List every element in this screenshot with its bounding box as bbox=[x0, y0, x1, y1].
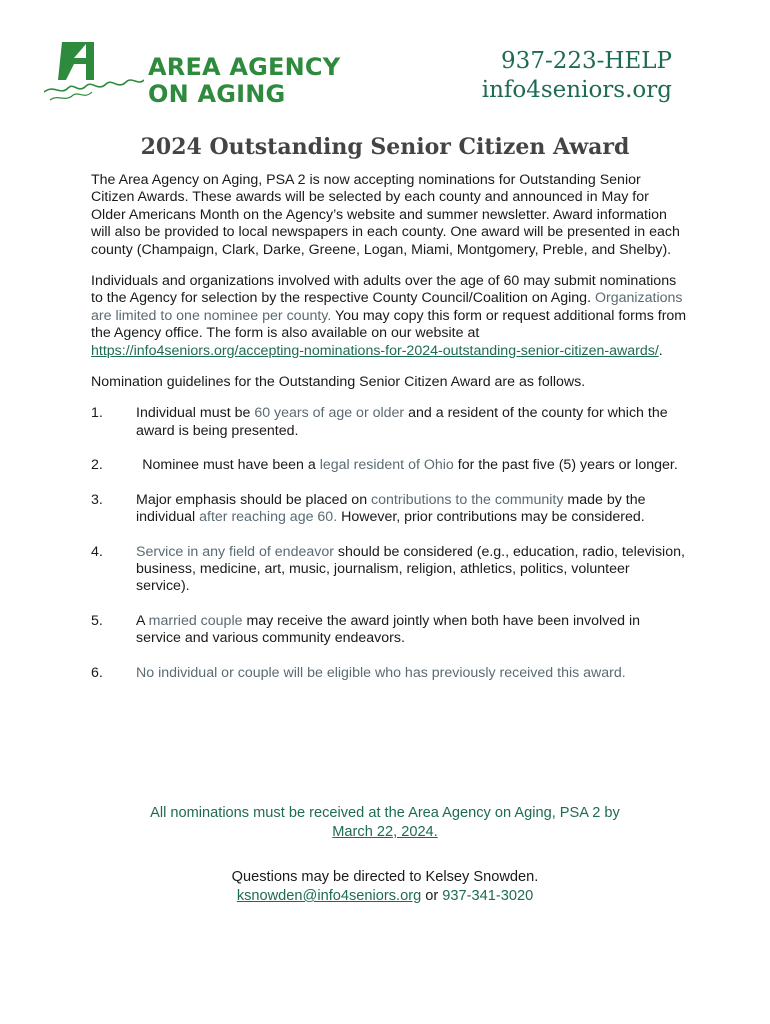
guideline-number: 1. bbox=[91, 405, 103, 422]
guideline-text-part: for the past five (5) years or longer. bbox=[457, 457, 678, 474]
guideline-item bbox=[91, 457, 687, 474]
para2-end: . bbox=[658, 342, 663, 359]
guideline-text bbox=[136, 405, 687, 440]
header-contact bbox=[482, 47, 672, 105]
para2-text-2: You may copy this form or request additional forms from the Agency office. The form is also available on our website at bbox=[91, 307, 687, 342]
contact-email-link[interactable]: ksnowden@info4seniors.org bbox=[236, 888, 422, 904]
guideline-highlight: legal resident of Ohio bbox=[319, 457, 454, 474]
para2-highlight: Organizations are limited to one nominee per county. bbox=[91, 290, 683, 324]
deadline-date: March 22, 2024. bbox=[332, 824, 438, 840]
guideline-text-part: However, prior contributions may be considered. bbox=[337, 509, 645, 526]
guideline-number: 6. bbox=[91, 664, 103, 681]
guideline-item bbox=[91, 405, 687, 440]
contact-line bbox=[0, 887, 770, 906]
logo-line-2: ON AGING bbox=[148, 80, 286, 108]
questions-text: Questions may be directed to Kelsey Snowden. bbox=[231, 869, 539, 885]
deadline-date-wrap bbox=[0, 823, 770, 842]
page-title: 2024 Outstanding Senior Citizen Award bbox=[140, 134, 630, 160]
guideline-text bbox=[136, 613, 687, 648]
document-body bbox=[91, 172, 687, 699]
header-website[interactable]: info4seniors.org bbox=[481, 77, 672, 103]
guideline-number: 4. bbox=[91, 543, 103, 560]
guideline-text-part: Nominee must have been a bbox=[142, 457, 316, 474]
guideline-text-part: may receive the award jointly when both have been involved in service and various community endeavors. bbox=[136, 612, 640, 647]
guideline-text-part: Major emphasis should be placed on bbox=[136, 491, 368, 508]
guideline-highlight: Service in any field of endeavor bbox=[136, 543, 334, 560]
guideline-number: 2. bbox=[91, 457, 103, 474]
guideline-item bbox=[91, 492, 687, 527]
contact-phone[interactable]: 937-341-3020 bbox=[442, 888, 534, 904]
letterhead bbox=[0, 0, 770, 130]
guideline-text-part: should be considered (e.g., education, radio, television, business, medicine, art, music, journalism, religion, athletics, politics, volunteer service). bbox=[136, 543, 685, 595]
contact-or: or bbox=[425, 888, 439, 904]
guideline-text-part: Individual must be bbox=[136, 405, 251, 422]
agency-logo-text bbox=[148, 54, 340, 108]
guideline-highlight: 60 years of age or older bbox=[254, 405, 405, 422]
guideline-number: 5. bbox=[91, 612, 103, 629]
para2-text-1: Individuals and organizations involved with adults over the age of 60 may submit nominations to the Agency for selection by the respective County Council/Coalition on Aging. bbox=[91, 273, 677, 307]
guideline-item bbox=[91, 665, 687, 682]
guideline-text bbox=[136, 492, 687, 527]
guideline-text bbox=[136, 544, 687, 596]
logo-line-1: AREA AGENCY bbox=[148, 53, 341, 81]
header-phone: 937-223-HELP bbox=[501, 48, 672, 74]
guideline-text-part: made by the individual bbox=[136, 491, 646, 526]
footer bbox=[0, 804, 770, 906]
intro-paragraph: The Area Agency on Aging, PSA 2 is now accepting nominations for Outstanding Senior Citizen Awards. These awards will be selected by each county and announced in May for Older Americans Month on the Agency’s website and summer newsletter. Award information will also be provided to local newspapers in each county. One award will be presented in each county (Champaign, Clark, Darke, Greene, Logan, Miami, Montgomery, Preble, and Shelby). bbox=[91, 172, 680, 258]
guideline-highlight: after reaching age 60. bbox=[199, 509, 338, 526]
guideline-highlight: married couple bbox=[148, 612, 243, 629]
guidelines-intro: Nomination guidelines for the Outstanding Senior Citizen Award are as follows. bbox=[91, 374, 586, 391]
nomination-paragraph bbox=[91, 273, 687, 360]
guideline-highlight: No individual or couple will be eligible who has previously received this award. bbox=[136, 664, 626, 681]
nomination-form-link[interactable]: https://info4seniors.org/accepting-nominations-for-2024-outstanding-senior-citizen-awards/ bbox=[91, 342, 659, 359]
guideline-text-part: A bbox=[136, 612, 145, 629]
deadline-notice: All nominations must be received at the Area Agency on Aging, PSA 2 by bbox=[150, 805, 620, 821]
guideline-number: 3. bbox=[91, 491, 103, 508]
guideline-highlight: contributions to the community bbox=[371, 491, 564, 508]
guideline-item bbox=[91, 613, 687, 648]
guideline-text-part: and a resident of the county for which the award is being presented. bbox=[136, 405, 668, 439]
guideline-item bbox=[91, 544, 687, 596]
agency-logo-icon bbox=[44, 40, 144, 108]
